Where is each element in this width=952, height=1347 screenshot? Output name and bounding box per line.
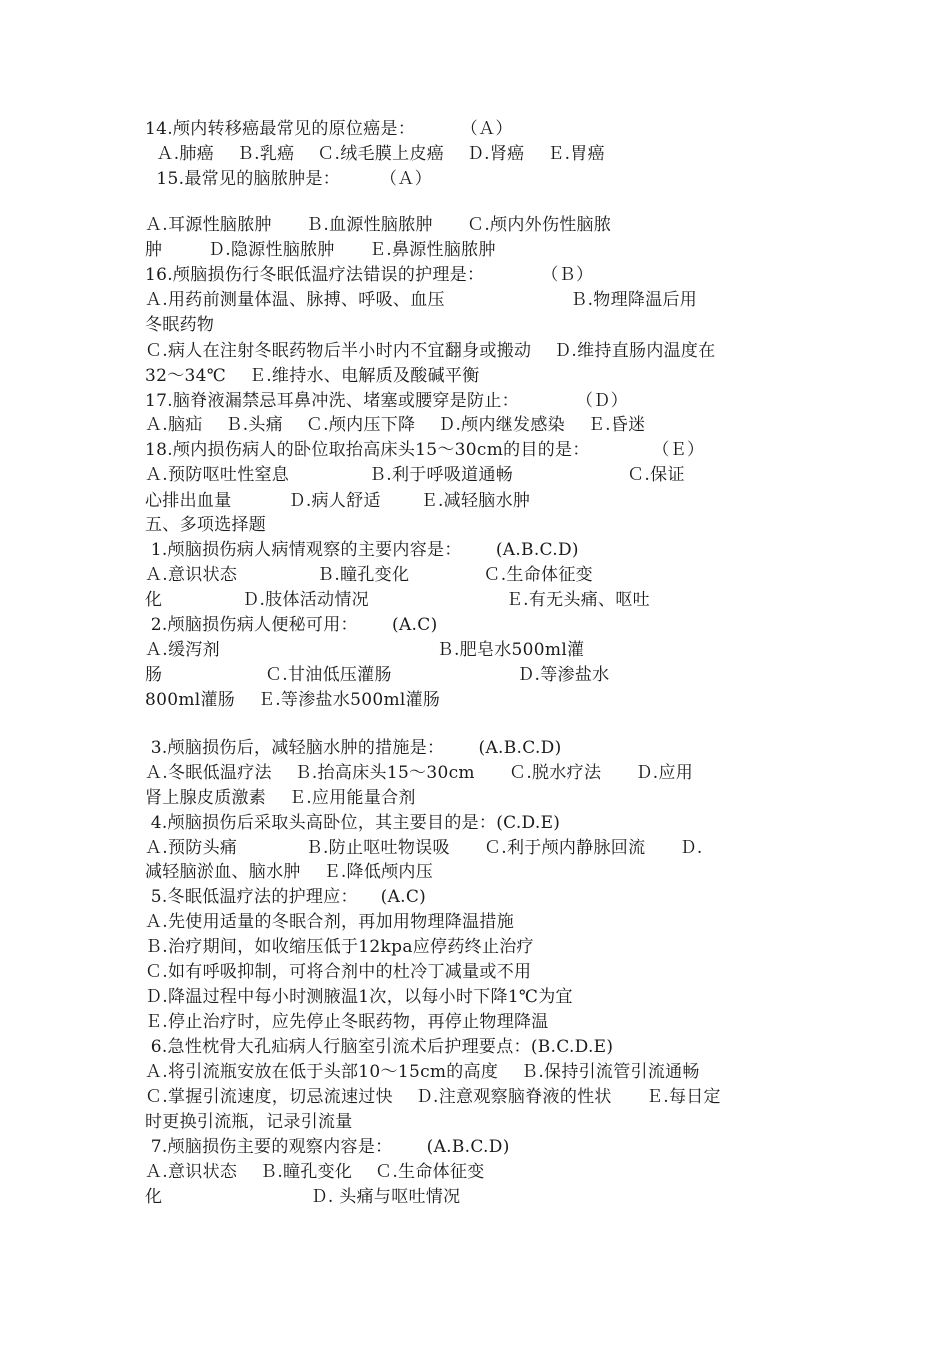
question-15: 15.最常见的脑脓肿是： （Ａ） [145, 169, 432, 189]
mq-2: 2.颅脑损伤病人便秘可用： (A.C) [145, 615, 438, 635]
mq-4-options-1: Ａ.预防头痛 Ｂ.防止呕吐物误吸 Ｃ.利于颅内静脉回流 Ｄ. [145, 838, 703, 858]
question-16: 16.颅脑损伤行冬眠低温疗法错误的护理是： （Ｂ） [145, 265, 594, 285]
mq-1-options-1: Ａ.意识状态 Ｂ.瞳孔变化 Ｃ.生命体征变 [145, 565, 593, 585]
mq-2-options-3: 800ml灌肠 Ｅ.等渗盐水500ml灌肠 [145, 690, 441, 710]
mq-1-options-2: 化 Ｄ.肢体活动情况 Ｅ.有无头痛、呕吐 [145, 590, 650, 610]
question-17-options: Ａ.脑疝 Ｂ.头痛 Ｃ.颅内压下降 Ｄ.颅内继发感染 Ｅ.昏迷 [145, 415, 646, 435]
mq-5-option-d: Ｄ.降温过程中每小时测腋温1次，以每小时下降1℃为宜 [145, 987, 573, 1007]
mq-3-options-2: 肾上腺皮质激素 Ｅ.应用能量合剂 [145, 788, 416, 808]
question-17: 17.脑脊液漏禁忌耳鼻冲洗、堵塞或腰穿是防止： （Ｄ） [145, 391, 628, 411]
mq-5-option-b: Ｂ.治疗期间，如收缩压低于12kpa应停药终止治疗 [145, 937, 534, 957]
question-15-options-2: 肿 Ｄ.隐源性脑脓肿 Ｅ.鼻源性脑脓肿 [145, 240, 496, 260]
question-18-options-1: Ａ.预防呕吐性窒息 Ｂ.利于呼吸道通畅 Ｃ.保证 [145, 465, 685, 485]
section-heading: 五、多项选择题 [145, 515, 267, 535]
mq-1: 1.颅脑损伤病人病情观察的主要内容是： (A.B.C.D) [145, 540, 579, 560]
mq-3: 3.颅脑损伤后，减轻脑水肿的措施是： (A.B.C.D) [145, 738, 562, 758]
question-16-options-2: 冬眠药物 [145, 315, 215, 335]
mq-6-options-3: 时更换引流瓶，记录引流量 [145, 1112, 353, 1132]
question-16-options-4: 32～34℃ Ｅ.维持水、电解质及酸碱平衡 [145, 366, 480, 386]
mq-2-options-2: 肠 Ｃ.甘油低压灌肠 Ｄ.等渗盐水 [145, 665, 610, 685]
question-15-options-1: Ａ.耳源性脑脓肿 Ｂ.血源性脑脓肿 Ｃ.颅内外伤性脑脓 [145, 215, 612, 235]
mq-2-options-1: Ａ.缓泻剂 Ｂ.肥皂水500ml灌 [145, 640, 585, 660]
mq-7-options-2: 化 Ｄ. 头痛与呕吐情况 [145, 1187, 461, 1207]
mq-5-option-c: Ｃ.如有呼吸抑制，可将合剂中的杜冷丁减量或不用 [145, 962, 532, 982]
question-16-options-3: Ｃ.病人在注射冬眠药物后半小时内不宜翻身或搬动 Ｄ.维持直肠内温度在 [145, 341, 716, 361]
question-14-options: Ａ.肺癌 Ｂ.乳癌 Ｃ.绒毛膜上皮癌 Ｄ.肾癌 Ｅ.胃癌 [145, 144, 605, 164]
mq-5-option-a: Ａ.先使用适量的冬眠合剂，再加用物理降温措施 [145, 912, 515, 932]
mq-3-options-1: Ａ.冬眠低温疗法 Ｂ.抬高床头15～30cm Ｃ.脱水疗法 Ｄ.应用 [145, 763, 694, 783]
mq-5-option-e: Ｅ.停止治疗时，应先停止冬眠药物，再停止物理降温 [145, 1012, 549, 1032]
question-18-options-2: 心排出血量 Ｄ.病人舒适 Ｅ.减轻脑水肿 [145, 491, 531, 511]
mq-7: 7.颅脑损伤主要的观察内容是： (A.B.C.D) [145, 1137, 510, 1157]
mq-6-options-1: Ａ.将引流瓶安放在低于头部10～15cm的高度 Ｂ.保持引流管引流通畅 [145, 1062, 700, 1082]
question-16-options-1: Ａ.用药前测量体温、脉搏、呼吸、血压 Ｂ.物理降温后用 [145, 290, 698, 310]
mq-7-options-1: Ａ.意识状态 Ｂ.瞳孔变化 Ｃ.生命体征变 [145, 1162, 485, 1182]
mq-6-options-2: Ｃ.掌握引流速度，切忌流速过快 Ｄ.注意观察脑脊液的性状 Ｅ.每日定 [145, 1087, 721, 1107]
question-14: 14.颅内转移癌最常见的原位癌是： （Ａ） [145, 119, 513, 139]
question-18: 18.颅内损伤病人的卧位取抬高床头15～30cm的目的是： （Ｅ） [145, 440, 705, 460]
mq-6: 6.急性枕骨大孔疝病人行脑室引流术后护理要点：(B.C.D.E) [145, 1037, 614, 1057]
mq-4: 4.颅脑损伤后采取头高卧位，其主要目的是：(C.D.E) [145, 813, 561, 833]
mq-5: 5.冬眠低温疗法的护理应： (A.C) [145, 887, 427, 907]
mq-4-options-2: 减轻脑淤血、脑水肿 Ｅ.降低颅内压 [145, 862, 434, 882]
